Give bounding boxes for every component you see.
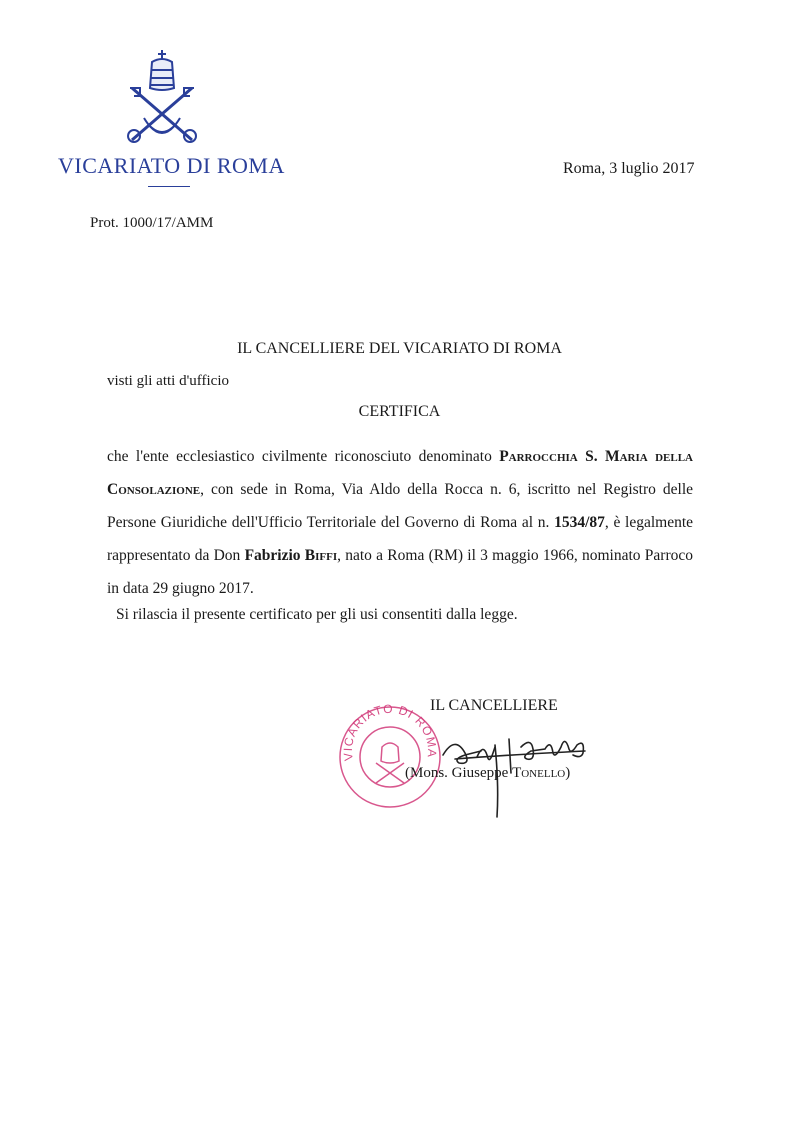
place-date: Roma, 3 luglio 2017 <box>563 160 695 177</box>
signer-name <box>405 765 570 782</box>
signer-name-suffix: ) <box>565 765 571 781</box>
signer-title: IL CANCELLIERE <box>430 697 558 714</box>
protocol-number: Prot. 1000/17/AMM <box>90 215 214 231</box>
svg-text:VICARIATO DI ROMA: VICARIATO DI ROMA <box>340 703 440 762</box>
official-stamp-icon <box>336 703 444 811</box>
certifica-title: CERTIFICA <box>358 403 441 420</box>
body-p4: , nato a Roma (RM) il 3 maggio 1966, nominato Parroco in data 29 giugno 2017. <box>107 547 694 597</box>
document-heading <box>0 340 799 358</box>
closing-line: Si rilascia il presente certificato per gli usi consentiti dalla legge. <box>116 606 518 623</box>
signer-surname: Tonello <box>512 765 566 781</box>
org-divider <box>148 186 190 187</box>
registry-number: 1534/87 <box>554 514 605 531</box>
papal-emblem-icon <box>122 48 202 152</box>
org-name: VICARIATO DI ROMA <box>58 153 285 178</box>
intro-line: visti gli atti d'ufficio <box>107 373 229 389</box>
body-p1: che l'ente ecclesiastico civilmente riconosciuto denominato <box>107 448 500 465</box>
signer-name-prefix: (Mons. Giuseppe <box>405 765 513 781</box>
rep-first-name: Fabrizio <box>244 547 301 564</box>
body-p2: , con sede in Roma, Via Aldo della Rocca n. 6, iscritto nel Registro delle Persone Giuridiche dell'Ufficio Territoriale del Governo di Roma al n. <box>107 481 693 531</box>
heading-text: IL CANCELLIERE DEL VICARIATO DI ROMA <box>237 340 562 357</box>
body-p3: , è legalmente rappresentato da Don <box>107 514 694 564</box>
rep-last-name: Biffi <box>304 547 338 564</box>
parish-name: Parrocchia S. Maria della Consolazione <box>107 448 693 498</box>
certificate-body <box>107 440 693 605</box>
